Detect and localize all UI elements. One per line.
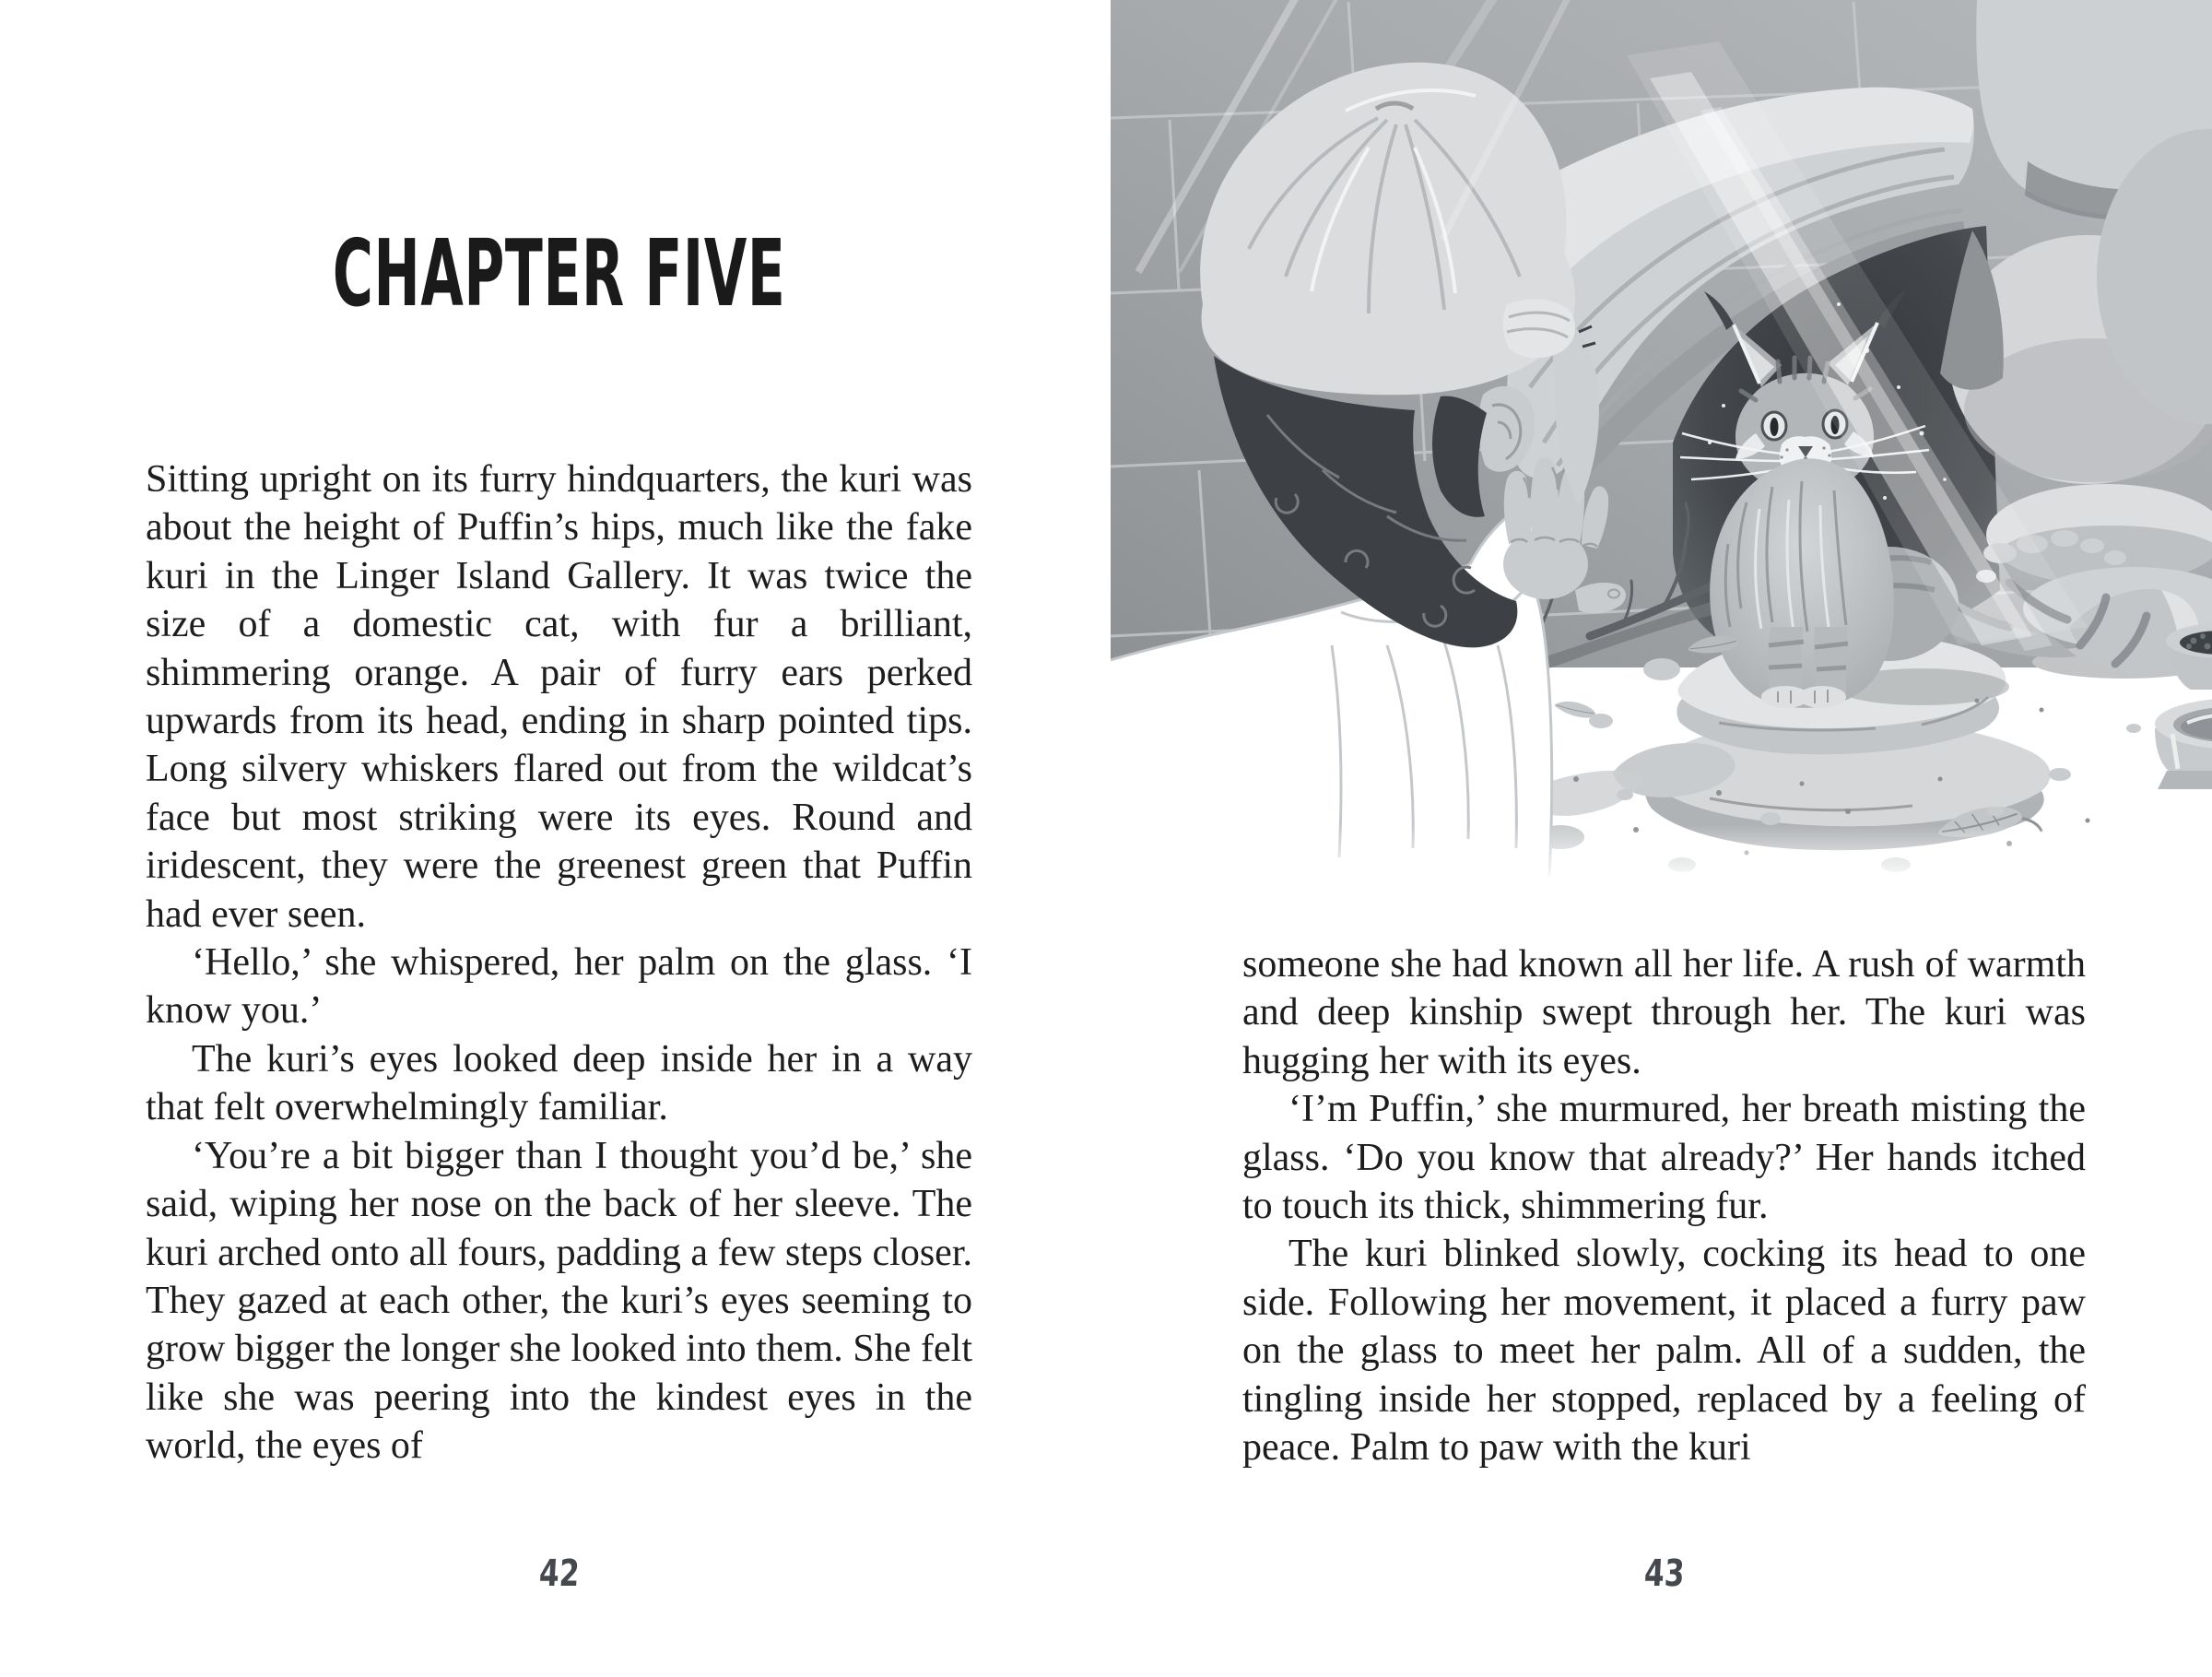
page-left (146, 0, 972, 1677)
left-page-text (146, 455, 972, 1470)
paragraph: ‘Hello,’ she whispered, her palm on the glass. ‘I know you.’ (146, 941, 972, 1033)
paragraph: The kuri’s eyes looked deep inside her in a way that felt overwhelmingly familiar. (146, 1037, 972, 1129)
paragraph: ‘You’re a bit bigger than I thought you’d be,’ she said, wiping her nose on the back of her sleeve. The kuri arched onto all fours, padding a few steps closer. They gazed at each other, the kuri’s eyes seeming to grow bigger the longer she looked into them. She felt like she was peering into the kindest eyes in the world, the eyes of (146, 1134, 972, 1468)
paragraph: Sitting upright on its furry hindquarters, the kuri was about the height of Puffin’s hips, much like the fake kuri in the Linger Island Gallery. It was twice the size of a domestic cat, with fur a brilliant, shimmering orange. A pair of furry ears perked upwards from its head, ending in sharp pointed tips. Long silvery whiskers flared out from the wildcat’s face but most striking were its eyes. Round and iridescent, they were the greenest green that Puffin had ever seen. (146, 458, 972, 936)
chapter-title (146, 219, 972, 327)
water-bowl (2155, 698, 2212, 789)
chapter-title-text: CHAPTER FIVE (332, 219, 786, 327)
page-number-right: 43 (1642, 1553, 1686, 1595)
page-right (1242, 0, 2086, 1677)
paragraph: ‘I’m Puffin,’ she murmured, her breath misting the glass. ‘Do you know that already?’ Her hands itched to touch its thick, shimmering fur. (1242, 1088, 2086, 1228)
paragraph: The kuri blinked slowly, cocking its head to one side. Following her movement, it placed a furry paw on the glass to meet her palm. All of a sudden, the tingling inside her stopped, replaced by a feeling of peace. Palm to paw with the kuri (1242, 1233, 2086, 1470)
right-page-text (1242, 940, 2086, 1471)
paragraph: someone she had known all her life. A rush of warmth and deep kinship swept through her. The kuri was hugging her with its eyes. (1242, 943, 2086, 1082)
page-number-left: 42 (537, 1553, 581, 1595)
food-bowl (2166, 623, 2212, 690)
